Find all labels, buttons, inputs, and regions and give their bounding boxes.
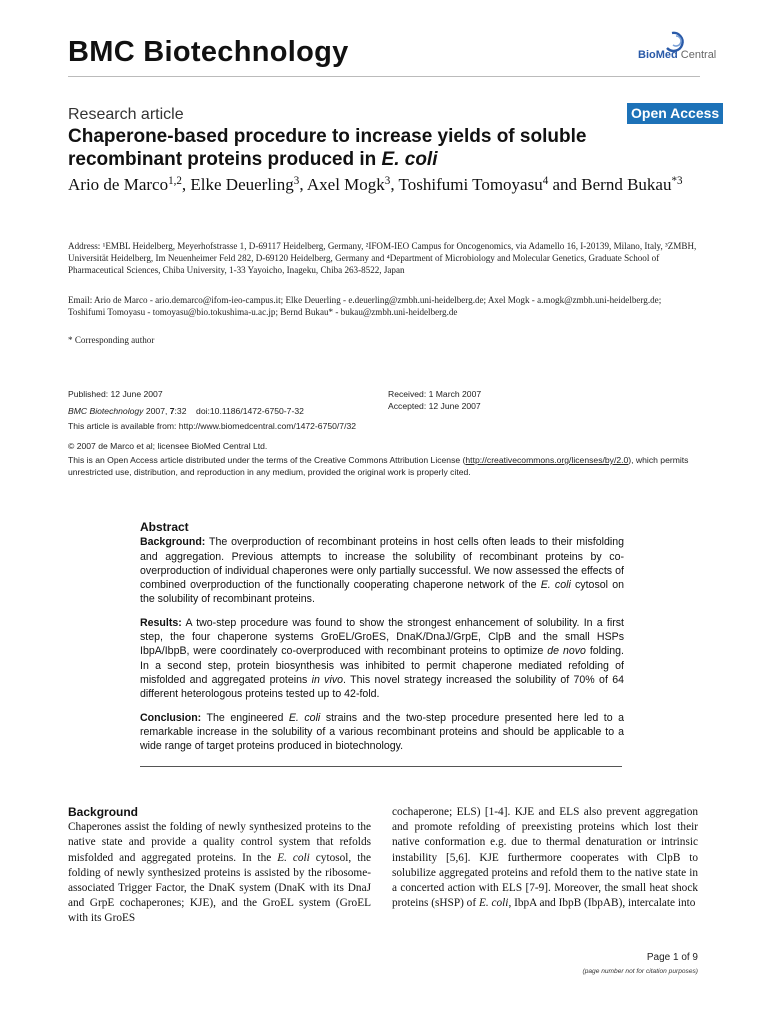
- author-emails: Email: Ario de Marco - ario.demarco@ifom-ieo-campus.it; Elke Deuerling - e.deuerling@zmbh.uni-heidelberg.de; Axel Mogk - a.mogk@zmbh.uni-heidelberg.de; Toshifumi Tomoyasu - tomoyasu@bio.tokushima-u.ac.jp; Bernd Bukau* - bukau@zmbh.uni-heidelberg.de: [68, 295, 662, 317]
- body-column-right: [392, 805, 698, 911]
- license-text: This is an Open Access article distributed under the terms of the Creative Commons Attribution License (http://creativecommons.org/licenses/by/2.0), which permits unrestricted use, distribution, and reproduction in any medium, provided the original work is properly cited.: [68, 455, 689, 477]
- author: Ario de Marco$^{1,2}$,: [68, 174, 191, 194]
- received-date: Received: 1 March 2007: [388, 389, 482, 399]
- license-link[interactable]: http://creativecommons.org/licenses/by/2.0: [465, 455, 629, 465]
- body-column-left: [68, 805, 371, 927]
- body-paragraph: Chaperones assist the folding of newly synthesized proteins to the native state and provide a quality control system that refolds misfolded and aggregated proteins. In the E. coli cytosol, the folding of newly synthesized proteins is assisted by the ribosome-associated Trigger Factor, the DnaK system (DnaK with its DnaJ and GrpE cochaperones; KJE), and the GroEL system (GroEL with its GroES: [68, 821, 371, 925]
- affiliations: Address: ¹EMBL Heidelberg, Meyerhofstrasse 1, D-69117 Heidelberg, Germany, ²IFOM-IEO Campus for Oncogenomics, via Adamello 16, I-20139, Milano, Italy, ³ZMBH, Universität Heidelberg, Im Neuenheimer Feld 282, D-69120 Heidelberg, Germany and ⁴Department of Microbiology and Molecular Genetics, Graduate School of Pharmaceutical Sciences, Chiba University, 1-33 Yayoicho, Inageku, Chiba 263-8522, Japan: [68, 241, 697, 275]
- abstract: [140, 520, 624, 762]
- article-type: Research article: [68, 106, 184, 123]
- abstract-background: Background: The overproduction of recombinant proteins in host cells often leads to their misfolding and aggregation. Previous attempts to increase the solubility of recombinant proteins by co-overproduction of individual chaperones were only partially successful. We now assessed the effects of combined overproduction of the functionally cooperating chaperone network of the E. coli cytosol on the solubility of recombinant proteins.: [140, 536, 624, 606]
- open-access-badge: Open Access: [627, 103, 723, 124]
- published-date: Published: 12 June 2007: [68, 389, 163, 399]
- corresponding-author-note: * Corresponding author: [68, 335, 155, 345]
- author: Bernd Bukau$^{*3}$: [581, 174, 683, 194]
- article-url-line[interactable]: This article is available from: http://www.biomedcentral.com/1472-6750/7/32: [68, 421, 357, 431]
- abstract-results: Results: A two-step procedure was found to show the strongest enhancement of solubility. In a first step, the four chaperone systems GroEL/GroES, DnaK/DnaJ/GrpE, ClpB and the small HSPs IbpA/IbpB, were coordinately co-overproduced with recombinant proteins to optimize de novo folding. In a second step, protein biosynthesis was inhibited to permit chaperone mediated refolding of misfolded and aggregated proteins in vivo. This novel strategy increased the solubility of 70% of 64 different heterologous proteins tested up to 42-fold.: [140, 616, 624, 701]
- license-block: [68, 440, 708, 478]
- biomed-central-logo: [638, 30, 717, 70]
- citation: BMC Biotechnology 2007, 7:32 doi:10.1186/1472-6750-7-32: [68, 406, 304, 416]
- article-title: Chaperone-based procedure to increase yields of soluble recombinant proteins produced in E. coli: [68, 126, 587, 170]
- journal-title: BMC Biotechnology: [68, 36, 349, 68]
- author: Elke Deuerling$^3$,: [190, 174, 307, 194]
- logo-text: BioMed Central: [638, 49, 717, 61]
- author-list: [68, 173, 708, 196]
- accepted-date: Accepted: 12 June 2007: [388, 401, 481, 411]
- received-accepted: [388, 388, 688, 412]
- author: Axel Mogk$^3$,: [306, 174, 399, 194]
- page-number: Page 1 of 9: [646, 952, 698, 963]
- abstract-conclusion: Conclusion: The engineered E. coli strains and the two-step procedure presented here led to a remarkable increase in the solubility of a various recombinant proteins and should be applicable to a wide range of target proteins produced in biotechnology.: [140, 711, 624, 753]
- publication-info: [68, 388, 388, 417]
- copyright: © 2007 de Marco et al; licensee BioMed Central Ltd.: [68, 441, 268, 451]
- abstract-divider: [140, 766, 622, 767]
- section-heading-background: Background: [68, 805, 139, 819]
- body-paragraph: cochaperone; ELS) [1-4]. KJE and ELS also prevent aggregation and promote refolding of preexisting proteins which lost their native conformation e.g. due to thermal denaturation or intrinsic instability [5,6]. KJE furthermore cooperates with ClpB to solubilize aggregated proteins and refold them to the native state in a concerted action with ELS [7-9]. Moreover, the small heat shock proteins (sHSP) of E. coli, IbpA and IbpB (IbpAB), intercalate into: [392, 806, 698, 910]
- abstract-heading: Abstract: [140, 520, 189, 534]
- author: Toshifumi Tomoyasu$^4$ and: [398, 174, 582, 194]
- header-divider: [68, 76, 700, 77]
- page-number-note: (page number not for citation purposes): [582, 968, 698, 975]
